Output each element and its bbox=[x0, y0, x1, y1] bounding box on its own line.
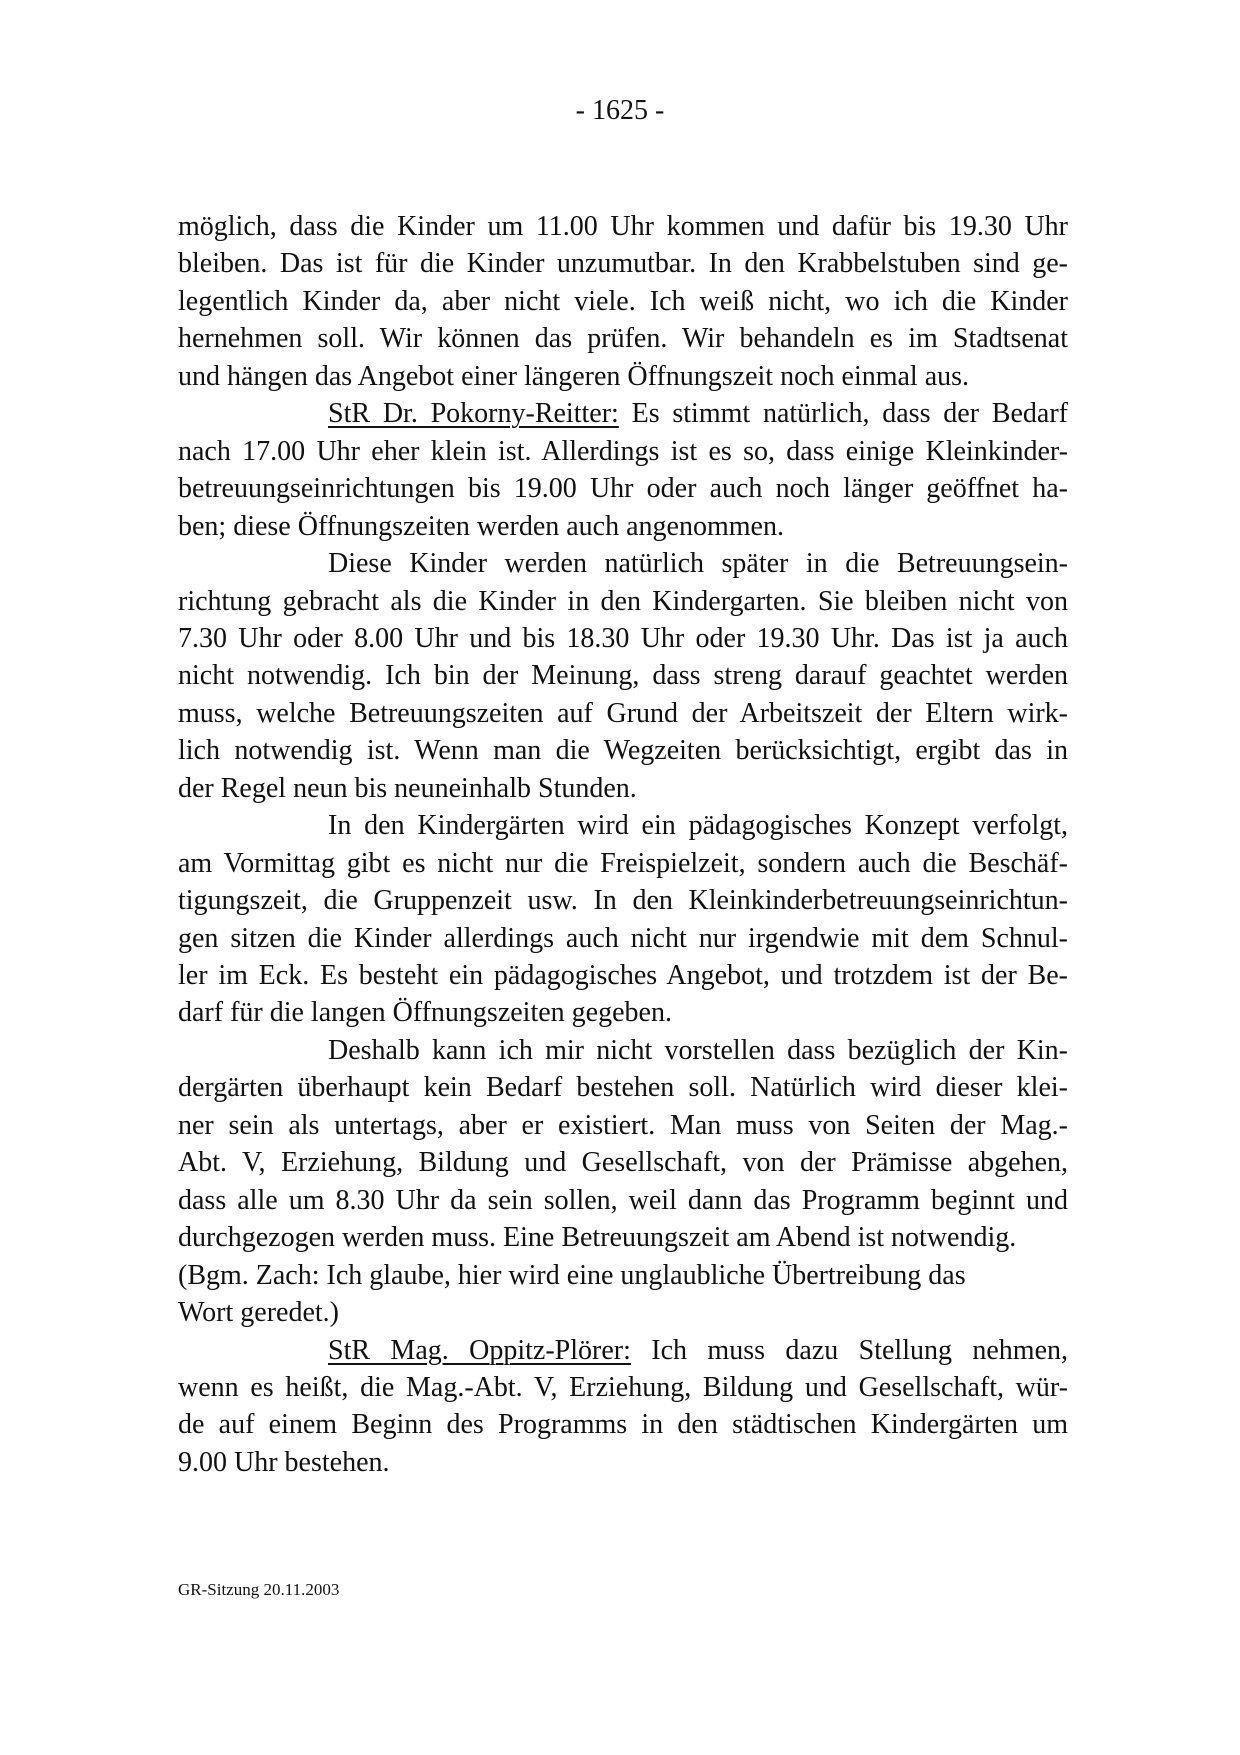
text-line bbox=[178, 994, 1068, 1032]
line-text: Ich muss dazu Stellung nehmen, bbox=[630, 1334, 1069, 1366]
line-text: Diese Kinder werden natürlich später in die Betreuungsein- bbox=[328, 548, 1068, 580]
text-line bbox=[178, 920, 1068, 958]
line-text: de auf einem Beginn des Programms in den städtischen Kindergärten um bbox=[178, 1409, 1068, 1441]
text-line bbox=[178, 845, 1068, 883]
text-line bbox=[328, 807, 1068, 845]
line-text: richtung gebracht als die Kinder in den Kindergarten. Sie bleiben nicht von bbox=[178, 585, 1068, 617]
line-text: 7.30 Uhr oder 8.00 Uhr und bis 18.30 Uhr oder 19.30 Uhr. Das ist ja auch bbox=[178, 622, 1068, 654]
text-line bbox=[178, 433, 1068, 471]
text-line bbox=[178, 1294, 1068, 1332]
line-text: dass alle um 8.30 Uhr da sein sollen, weil dann das Programm beginnt und bbox=[178, 1184, 1068, 1216]
text-line bbox=[178, 770, 1068, 808]
speaker-name: StR Dr. Pokorny-Reitter: bbox=[328, 398, 619, 430]
line-text: legentlich Kinder da, aber nicht viele. Ich weiß nicht, wo ich die Kinder bbox=[178, 285, 1068, 317]
text-line bbox=[178, 583, 1068, 621]
text-line bbox=[178, 283, 1068, 321]
text-line bbox=[178, 245, 1068, 283]
line-text: muss, welche Betreuungszeiten auf Grund der Arbeitszeit der Eltern wirk- bbox=[178, 697, 1068, 729]
line-text: In den Kindergärten wird ein pädagogisches Konzept verfolgt, bbox=[328, 810, 1068, 842]
text-line bbox=[178, 508, 1068, 546]
text-line bbox=[178, 1369, 1068, 1407]
text-line bbox=[178, 882, 1068, 920]
text-line bbox=[178, 1219, 1068, 1257]
line-text: wenn es heißt, die Mag.-Abt. V, Erziehung, Bildung und Gesellschaft, wür- bbox=[178, 1371, 1068, 1403]
line-text: ler im Eck. Es besteht ein pädagogisches Angebot, und trotzdem ist der Be- bbox=[178, 960, 1068, 991]
line-text: lich notwendig ist. Wenn man die Wegzeiten berücksichtigt, ergibt das in bbox=[178, 735, 1068, 767]
text-line bbox=[178, 1444, 1068, 1482]
line-text: darf für die langen Öffnungszeiten gegeben. bbox=[178, 997, 672, 1029]
line-text: durchgezogen werden muss. Eine Betreuungszeit am Abend ist notwendig. bbox=[178, 1222, 1017, 1254]
text-line bbox=[178, 320, 1068, 358]
text-line bbox=[178, 1257, 1068, 1295]
line-text: und hängen das Angebot einer längeren Öffnungszeit noch einmal aus. bbox=[178, 360, 970, 392]
line-text: nicht notwendig. Ich bin der Meinung, dass streng darauf geachtet werden bbox=[178, 660, 1068, 692]
line-text: am Vormittag gibt es nicht nur die Freispielzeit, sondern auch die Beschäf- bbox=[178, 847, 1068, 879]
text-line bbox=[178, 1406, 1068, 1444]
speaker-line bbox=[328, 1332, 1068, 1370]
text-line bbox=[178, 1107, 1068, 1145]
speaker-line bbox=[328, 395, 1068, 433]
line-text: dergärten überhaupt kein Bedarf bestehen soll. Natürlich wird dieser klei- bbox=[178, 1072, 1068, 1104]
line-text: Es stimmt natürlich, dass der Bedarf bbox=[618, 398, 1068, 430]
text-line bbox=[178, 208, 1068, 246]
line-text: Abt. V, Erziehung, Bildung und Gesellschaft, von der Prämisse abgehen, bbox=[178, 1147, 1068, 1179]
text-line bbox=[178, 732, 1068, 770]
line-text: Deshalb kann ich mir nicht vorstellen dass bezüglich der Kin- bbox=[328, 1034, 1068, 1066]
speaker-name: StR Mag. Oppitz-Plörer: bbox=[328, 1334, 631, 1366]
line-text: (Bgm. Zach: Ich glaube, hier wird eine unglaubliche Übertreibung das bbox=[178, 1259, 966, 1291]
text-line bbox=[178, 695, 1068, 733]
text-line bbox=[178, 1144, 1068, 1182]
text-line bbox=[328, 545, 1068, 583]
text-line bbox=[178, 1182, 1068, 1220]
line-text: betreuungseinrichtungen bis 19.00 Uhr oder auch noch länger geöffnet ha- bbox=[178, 473, 1068, 505]
text-line bbox=[178, 657, 1068, 695]
page-number: - 1625 - bbox=[575, 95, 665, 126]
line-text: nach 17.00 Uhr eher klein ist. Allerdings ist es so, dass einige Kleinkinder- bbox=[178, 435, 1068, 467]
text-line bbox=[328, 1032, 1068, 1070]
line-text: bleiben. Das ist für die Kinder unzumutbar. In den Krabbelstuben sind ge- bbox=[178, 248, 1068, 280]
line-text: Wort geredet.) bbox=[178, 1297, 339, 1329]
footer-session-date: GR-Sitzung 20.11.2003 bbox=[178, 1580, 340, 1599]
line-text: ben; diese Öffnungszeiten werden auch angenommen. bbox=[178, 510, 784, 542]
line-text: 9.00 Uhr bestehen. bbox=[178, 1446, 390, 1478]
text-line bbox=[178, 1069, 1068, 1107]
line-text: hernehmen soll. Wir können das prüfen. Wir behandeln es im Stadtsenat bbox=[178, 323, 1068, 355]
line-text: der Regel neun bis neuneinhalb Stunden. bbox=[178, 772, 637, 804]
text-line bbox=[178, 358, 1068, 396]
line-text: ner sein als untertags, aber er existiert. Man muss von Seiten der Mag.- bbox=[178, 1109, 1068, 1141]
line-text: möglich, dass die Kinder um 11.00 Uhr kommen und dafür bis 19.30 Uhr bbox=[178, 211, 1068, 242]
text-line bbox=[178, 470, 1068, 508]
text-line bbox=[178, 957, 1068, 995]
line-text: tigungszeit, die Gruppenzeit usw. In den Kleinkinderbetreuungseinrichtun- bbox=[178, 885, 1068, 917]
line-text: gen sitzen die Kinder allerdings auch nicht nur irgendwie mit dem Schnul- bbox=[178, 922, 1068, 954]
text-line bbox=[178, 620, 1068, 658]
